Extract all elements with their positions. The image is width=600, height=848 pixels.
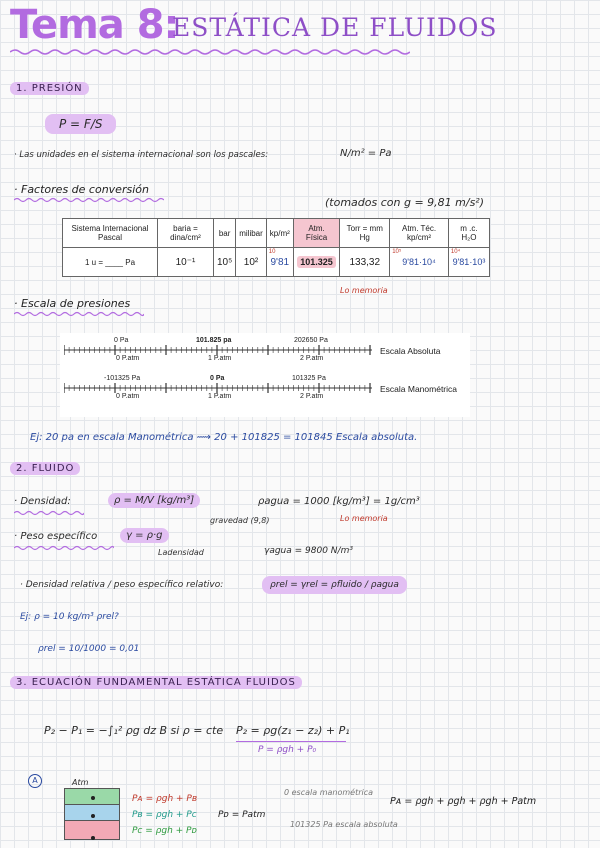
table-row bbox=[63, 248, 490, 277]
table-header-cell: m .c. H₂O bbox=[448, 219, 489, 248]
pb-equation: Pʙ = ρgh + Pᴄ bbox=[132, 810, 197, 820]
table-header-cell: baria = dina/cm² bbox=[158, 219, 214, 248]
units-text: · Las unidades en el sistema internacional son los pascales: bbox=[14, 150, 269, 160]
title-squiggle bbox=[10, 48, 410, 56]
table-header-cell: kp/m² bbox=[266, 219, 293, 248]
scale-abs-bottom-1: 1 P.atm bbox=[208, 355, 232, 362]
table-cell-highlighted bbox=[293, 248, 340, 277]
scale-man-bottom-0: 0 P.atm bbox=[116, 393, 140, 400]
pc-equation: Pᴄ = ρgh + Pᴅ bbox=[132, 826, 197, 836]
ejemplo-escala: Ej: 20 pa en escala Manométrica ⟿ 20 + 101825 = 101845 Escala absoluta. bbox=[30, 432, 418, 443]
scale-abs-label-2: 202650 Pa bbox=[294, 337, 328, 344]
table-cell: 10² bbox=[236, 248, 267, 277]
scale-man-ruler bbox=[64, 383, 374, 393]
scale-man-label-1: 0 Pa bbox=[210, 375, 225, 382]
point-a-circle-icon: A bbox=[28, 774, 42, 788]
eq-main: P₂ − P₁ = −∫₁² ρg dz B si ρ = cte bbox=[44, 724, 224, 737]
table-cell bbox=[266, 248, 293, 277]
table-cell-value: 9'81 bbox=[270, 256, 290, 268]
eq-underline bbox=[236, 741, 346, 742]
escala-absoluta-note: 101325 Pa escala absoluta bbox=[290, 820, 398, 829]
relativa-label: · Densidad relativa / peso específico relativo: bbox=[20, 580, 224, 590]
table-header-cell: bar bbox=[213, 219, 235, 248]
pa-total-equation: Pᴀ = ρgh + ρgh + ρgh + Patm bbox=[390, 796, 537, 807]
relativa-formula: ρrel = γrel = ρfluido / ρagua bbox=[262, 576, 407, 594]
section-heading-fluido: 2. FLUIDO bbox=[10, 462, 80, 475]
ejemplo-rel-calc: ρrel = 10/1000 = 0,01 bbox=[38, 644, 140, 654]
escala-manometrica-note: 0 escala manométrica bbox=[284, 788, 374, 797]
scale-man-bottom-2: 2 P.atm bbox=[300, 393, 324, 400]
gamma-agua: γagua = 9800 N/m³ bbox=[264, 546, 353, 556]
page-subtitle: ESTÁTICA DE FLUIDOS bbox=[172, 13, 498, 42]
page-title: Tema 8: bbox=[10, 2, 179, 48]
pd-equation: Pᴅ = Patm bbox=[218, 810, 266, 820]
peso-squiggle bbox=[14, 545, 114, 551]
table-cell-value: 9'81·10³ bbox=[452, 257, 486, 267]
scale-abs-ruler bbox=[64, 345, 374, 355]
memoria-note: Lo memoria bbox=[340, 286, 388, 295]
table-cell bbox=[448, 248, 489, 277]
point-b-dot bbox=[91, 814, 95, 818]
section-heading-ecuacion: 3. ECUACIÓN FUNDAMENTAL ESTÁTICA FLUIDOS bbox=[10, 676, 302, 689]
densidad-label: · Densidad: bbox=[14, 496, 71, 507]
section-heading-presion: 1. PRESIÓN bbox=[10, 82, 89, 95]
tomados-note: (tomados con g = 9,81 m/s²) bbox=[325, 196, 485, 209]
peso-label: · Peso específico bbox=[14, 531, 98, 542]
scale-abs-label-1: 101.825 pa bbox=[196, 337, 232, 344]
conversion-table bbox=[62, 218, 490, 277]
escala-squiggle bbox=[14, 311, 144, 317]
memoria-note-2: Lo memoria bbox=[340, 514, 388, 523]
densidad-squiggle bbox=[14, 510, 84, 516]
table-cell: 133,32 bbox=[340, 248, 390, 277]
table-cell bbox=[390, 248, 449, 277]
small-red-note: 10 bbox=[268, 249, 276, 255]
atm-label: Atm bbox=[72, 778, 89, 787]
factores-heading: · Factores de conversión bbox=[14, 183, 149, 196]
pa-equation: Pᴀ = ρgh + Pʙ bbox=[132, 794, 198, 804]
scale-man-name: Escala Manométrica bbox=[380, 384, 458, 394]
table-cell: 10⁵ bbox=[213, 248, 235, 277]
table-header-cell-highlighted: Atm. Física bbox=[293, 219, 340, 248]
factores-squiggle bbox=[14, 197, 164, 203]
agua-density bbox=[258, 496, 420, 507]
scale-abs-bottom-0: 0 P.atm bbox=[116, 355, 140, 362]
table-header-cell: milibar bbox=[236, 219, 267, 248]
scale-man-label-2: 101325 Pa bbox=[292, 375, 326, 382]
table-header-cell: Sistema Internacional Pascal bbox=[63, 219, 158, 248]
ladensidad-note: Ladensidad bbox=[158, 548, 204, 557]
scale-man-bottom-1: 1 P.atm bbox=[208, 393, 232, 400]
scale-abs-label-0: 0 Pa bbox=[114, 337, 129, 344]
point-a-dot bbox=[91, 836, 95, 840]
table-cell-value: 9'81·10⁴ bbox=[402, 257, 436, 267]
scale-abs-bottom-2: 2 P.atm bbox=[300, 355, 324, 362]
agua-formula: ρagua = 1000 [kg/m³] = 1g/cm³ bbox=[258, 496, 420, 507]
table-header-cell: Atm. Téc. kp/cm² bbox=[390, 219, 449, 248]
point-c-dot bbox=[91, 796, 95, 800]
scale-man-label-0: -101325 Pa bbox=[104, 375, 141, 382]
table-header-cell: Torr = mm Hg bbox=[340, 219, 390, 248]
units-formula: N/m² = Pa bbox=[340, 148, 392, 159]
table-cell: 1 u = ____ Pa bbox=[63, 248, 158, 277]
small-red-note: 10⁴ bbox=[450, 249, 461, 255]
eq-right2: P = ρgh + P₀ bbox=[258, 745, 317, 755]
peso-formula: γ = ρ·g bbox=[120, 528, 169, 543]
scale-abs-name: Escala Absoluta bbox=[380, 346, 441, 356]
table-cell-value: 101.325 bbox=[297, 256, 336, 268]
table-header-row bbox=[63, 219, 490, 248]
densidad-formula: ρ = M/V [kg/m³] bbox=[108, 493, 200, 508]
gravedad-note: gravedad (9,8) bbox=[210, 516, 270, 525]
small-red-note: 10⁵ bbox=[392, 249, 402, 255]
escala-heading: · Escala de presiones bbox=[14, 297, 131, 310]
eq-right: P₂ = ρg(z₁ − z₂) + P₁ bbox=[236, 724, 350, 737]
pressure-formula: P = F/S bbox=[45, 114, 116, 134]
table-cell: 10⁻¹ bbox=[158, 248, 214, 277]
ejemplo-rel: Ej: ρ = 10 kg/m³ ρrel? bbox=[20, 612, 119, 622]
